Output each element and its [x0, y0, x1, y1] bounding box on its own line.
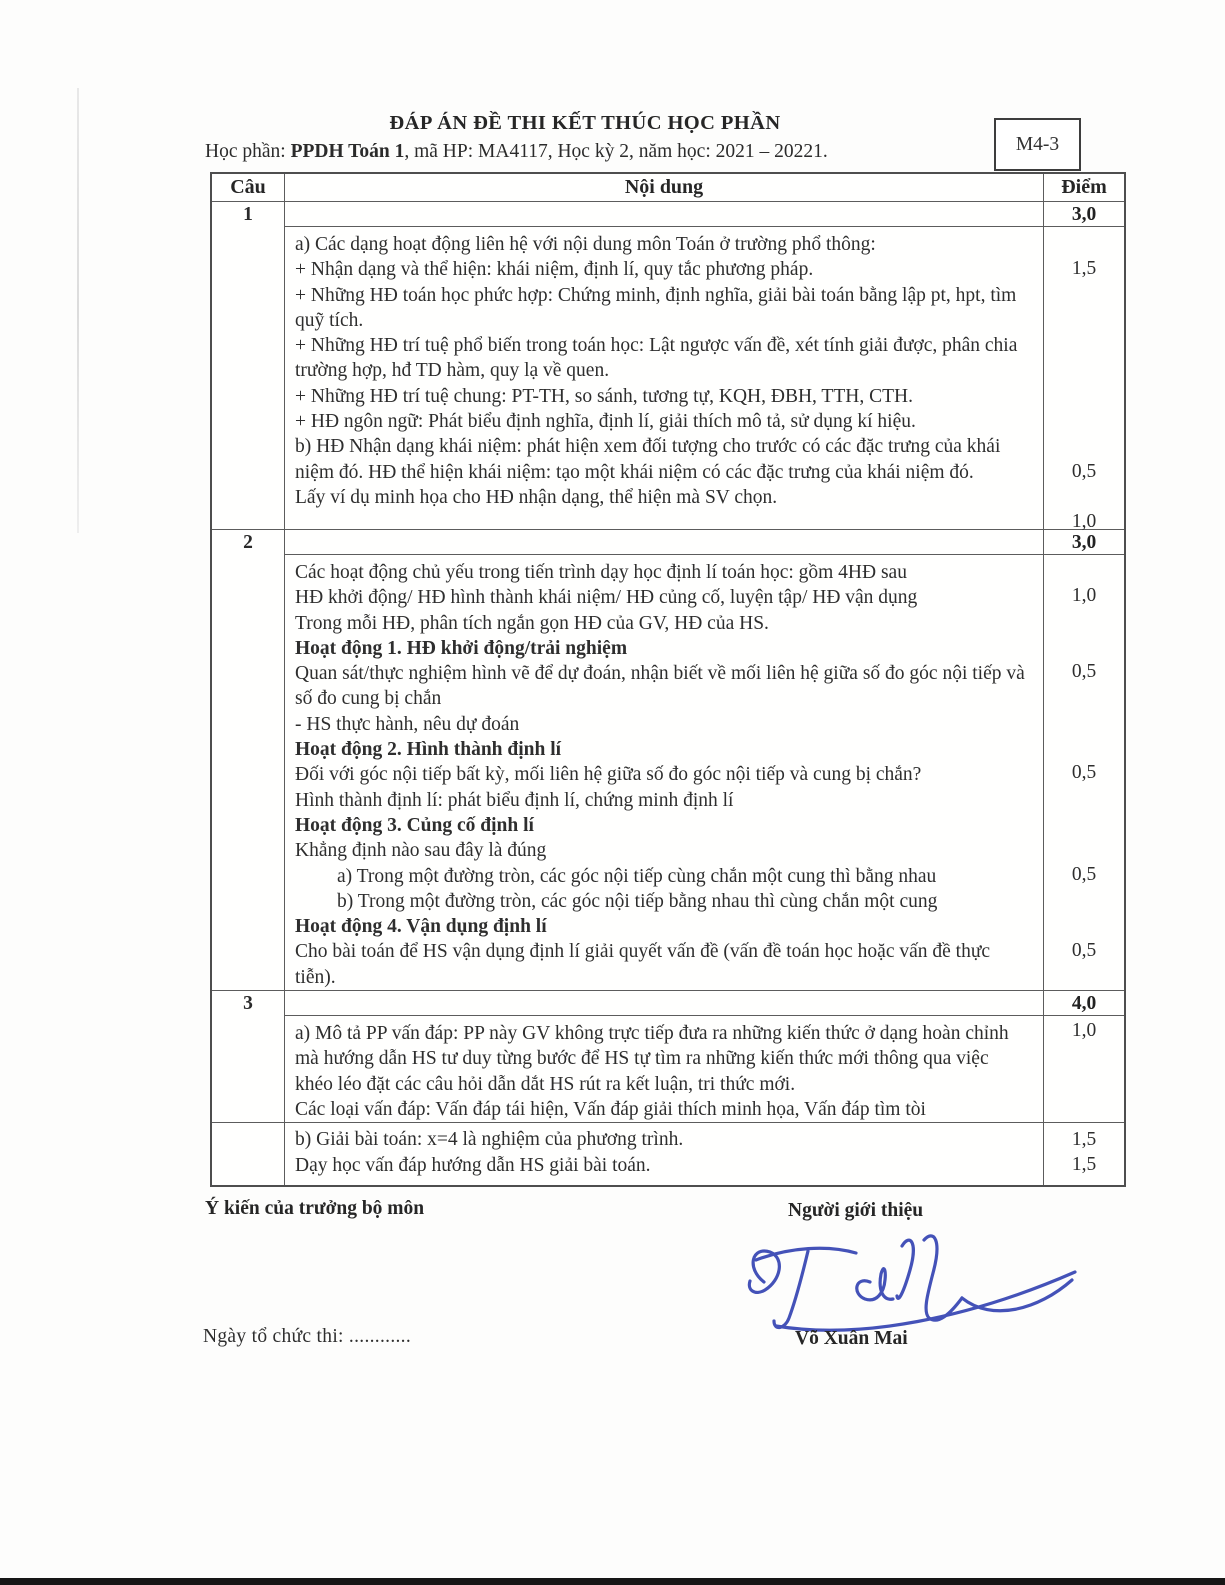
question-2-number: 2 [212, 530, 285, 991]
answer-line: Trong mỗi HĐ, phân tích ngắn gọn HĐ của GV, HĐ của HS. [295, 612, 769, 634]
answer-line: Cho bài toán để HS vận dụng định lí giải quyết vấn đề (vấn đề toán học hoặc vấn đề thực tiễn). [295, 941, 991, 988]
answer-line: Lấy ví dụ minh họa cho HĐ nhận dạng, thể hiện mà SV chọn. [295, 486, 778, 508]
answer-line: Các loại vấn đáp: Vấn đáp tái hiện, Vấn đáp giải thích minh họa, Vấn đáp tìm tòi [295, 1098, 926, 1120]
handwritten-signature [740, 1232, 1080, 1337]
score-value: 1,0 [1071, 585, 1097, 606]
answer-line: + Nhận dạng và thể hiện: khái niệm, định lí, quy tắc phương pháp. [295, 259, 814, 281]
form-code-box [994, 118, 1081, 171]
question-2-content [285, 555, 1044, 991]
question-1-total-points: 3,0 [1044, 202, 1124, 227]
scan-artifact-bottom-bar [0, 1578, 1225, 1585]
question-2-points-column [1044, 555, 1124, 991]
question-3a-content [285, 1016, 1044, 1123]
introducer-label: Người giới thiệu [788, 1200, 924, 1221]
column-header-content: Nội dung [285, 174, 1044, 202]
score-value: 0,5 [1071, 762, 1097, 783]
answer-line: a) Các dạng hoạt động liên hệ với nội dung môn Toán ở trường phổ thông: [295, 234, 876, 255]
question-2-strip [285, 530, 1044, 555]
activity-heading: Hoạt động 3. Củng cố định lí [295, 814, 534, 836]
question-2-total-points: 3,0 [1044, 530, 1124, 555]
question-3a-points-column [1044, 1016, 1124, 1123]
column-header-question: Câu [212, 174, 285, 202]
score-value: 0,5 [1071, 661, 1097, 682]
column-header-points: Điểm [1044, 174, 1124, 202]
question-3b-points-column [1044, 1123, 1124, 1185]
course-info-line [205, 141, 1065, 163]
activity-heading: Hoạt động 1. HĐ khởi động/trải nghiệm [295, 637, 628, 659]
question-1-strip [285, 202, 1044, 227]
answer-line: HĐ khởi động/ HĐ hình thành khái niệm/ HĐ củng cố, luyện tập/ HĐ vận dụng [295, 587, 918, 609]
answer-option-a: a) Trong một đường tròn, các góc nội tiếp cùng chắn một cung thì bằng nhau [337, 865, 937, 887]
signer-name: Võ Xuân Mai [795, 1328, 908, 1349]
answer-line: + Những HĐ toán học phức hợp: Chứng minh, định nghĩa, giải bài toán bằng lập pt, hpt, tìm quỹ tích. [295, 284, 1017, 331]
course-label: Học phần: [205, 141, 291, 162]
score-value: 1,5 [1071, 1129, 1097, 1151]
question-1-number: 1 [212, 202, 285, 530]
exam-date-line: Ngày tổ chức thi: ............ [203, 1326, 412, 1347]
question-1-content [285, 227, 1044, 530]
score-value: 0,5 [1071, 940, 1097, 961]
answer-option-b: b) Trong một đường tròn, các góc nội tiếp bằng nhau thì cùng chắn một cung [337, 890, 938, 912]
answer-line: Các hoạt động chủ yếu trong tiến trình dạy học định lí toán học: gồm 4HĐ sau [295, 562, 907, 583]
answer-line: Khẳng định nào sau đây là đúng [295, 840, 547, 862]
scan-artifact-line [77, 88, 79, 533]
answer-line: + Những HĐ trí tuệ phổ biến trong toán học: Lật ngược vấn đề, xét tính giải được, phân chia trường hợp, hđ TD hàm, quy lạ về quen. [295, 335, 1018, 382]
page-title: ĐÁP ÁN ĐỀ THI KẾT THÚC HỌC PHẦN [389, 112, 781, 134]
answer-line: a) Mô tả PP vấn đáp: PP này GV không trực tiếp đưa ra những kiến thức ở dạng hoàn chỉnh mà hướng dẫn HS tư duy từng bước để HS tự tìm ra những kiến thức mới thông qua việc khéo léo đặt các câu hỏi dẫn dắt HS rút ra kết luận, tri thức mới. [295, 1023, 1009, 1095]
answer-line: + Những HĐ trí tuệ chung: PT-TH, so sánh, tương tự, KQH, ĐBH, TTH, CTH. [295, 385, 913, 407]
score-value: 1,5 [1071, 1154, 1097, 1176]
question-3b-number-cell [212, 1123, 285, 1185]
activity-heading: Hoạt động 2. Hình thành định lí [295, 739, 562, 761]
answer-line: Đối với góc nội tiếp bất kỳ, mối liên hệ giữa số đo góc nội tiếp và cung bị chắn? [295, 764, 922, 786]
answer-line: Quan sát/thực nghiệm hình vẽ để dự đoán, nhận biết về mối liên hệ giữa số đo góc nội tiếp và số đo cung bị chắn [295, 663, 1025, 710]
score-value: 1,0 [1071, 1020, 1097, 1042]
score-value: 0,5 [1071, 461, 1097, 482]
score-value: 0,5 [1071, 864, 1097, 885]
answer-line: b) Giải bài toán: x=4 là nghiệm của phương trình. [295, 1129, 684, 1151]
answer-line: - HS thực hành, nêu dự đoán [295, 713, 520, 735]
answer-line: Hình thành định lí: phát biểu định lí, chứng minh định lí [295, 789, 734, 811]
question-3-strip [285, 991, 1044, 1016]
answer-line: + HĐ ngôn ngữ: Phát biểu định nghĩa, định lí, giải thích mô tả, sử dụng kí hiệu. [295, 411, 916, 433]
department-head-opinion-label: Ý kiến của trưởng bộ môn [205, 1198, 425, 1219]
question-3b-content [285, 1123, 1044, 1185]
activity-heading: Hoạt động 4. Vận dụng định lí [295, 916, 547, 938]
question-3-number: 3 [212, 991, 285, 1123]
answer-key-table [210, 172, 1126, 1187]
course-details: , mã HP: MA4117, Học kỳ 2, năm học: 2021 – 20221. [404, 141, 828, 162]
course-name: PPDH Toán 1 [290, 141, 405, 162]
question-1-points-column [1044, 227, 1124, 530]
question-3-total-points: 4,0 [1044, 991, 1124, 1016]
score-value: 1,5 [1071, 258, 1097, 279]
answer-line: b) HĐ Nhận dạng khái niệm: phát hiện xem đối tượng cho trước có các đặc trưng của khái niệm đó. HĐ thể hiện khái niệm: tạo một khái niệm có các đặc trưng của khái niệm đó. [295, 436, 1001, 483]
form-code: M4-3 [1015, 133, 1060, 155]
score-value: 1,0 [1071, 511, 1097, 532]
answer-line: Dạy học vấn đáp hướng dẫn HS giải bài toán. [295, 1154, 651, 1176]
